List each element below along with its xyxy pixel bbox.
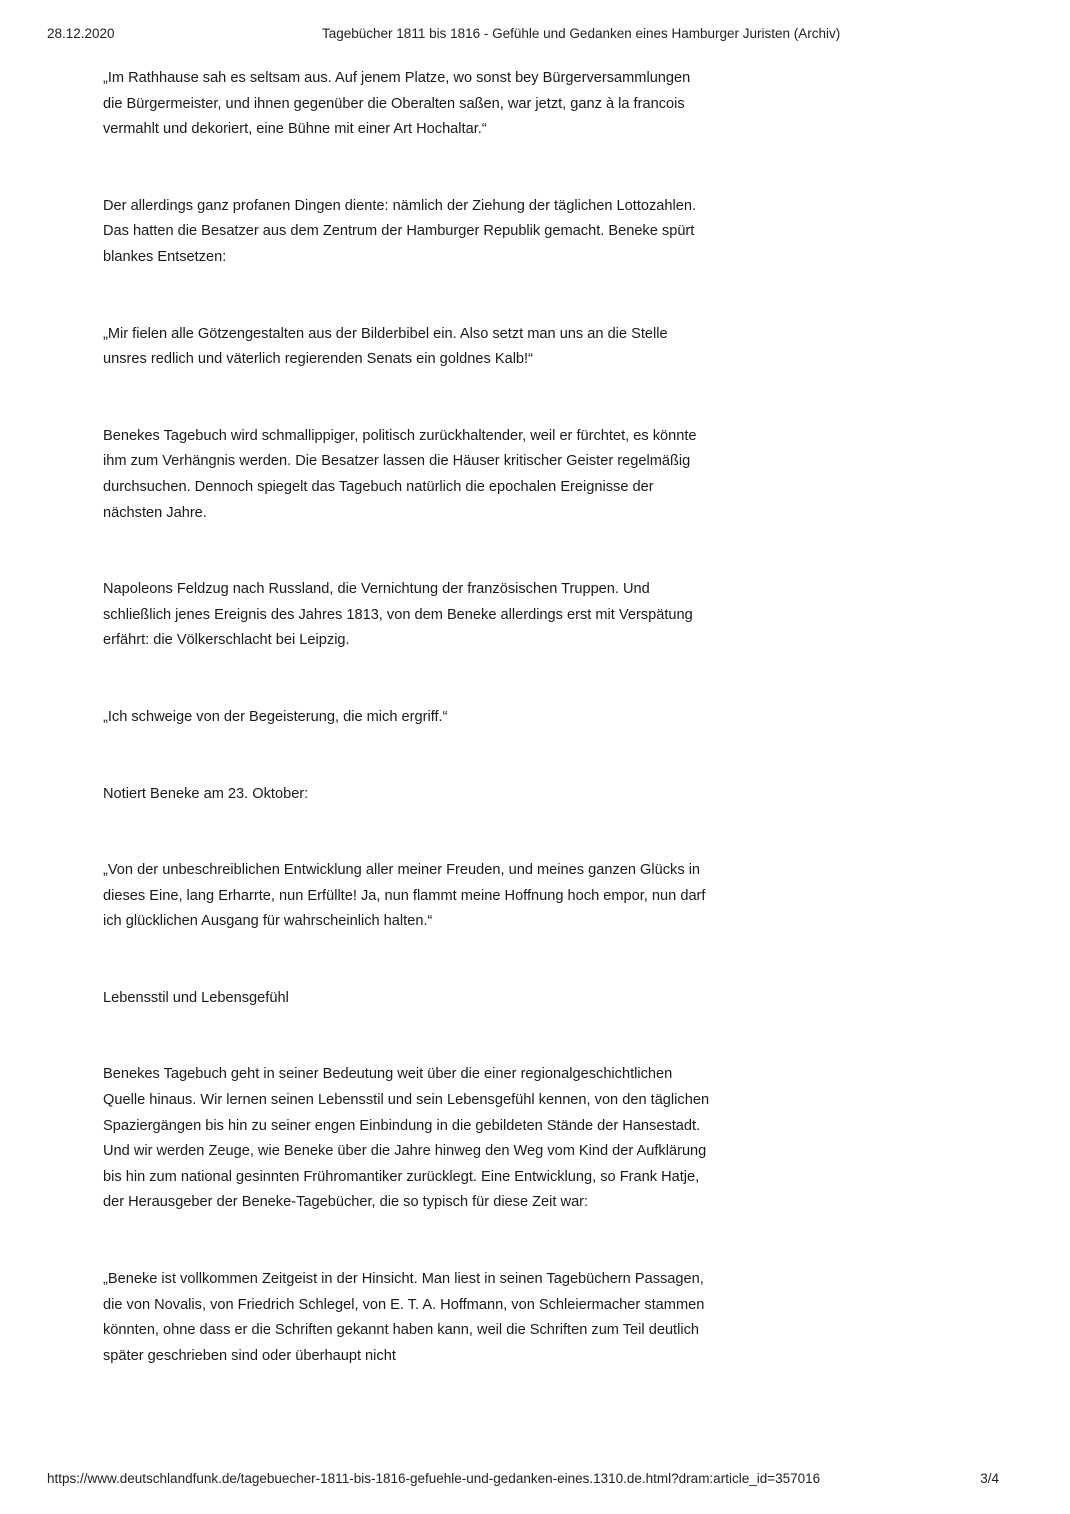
section-heading: Lebensstil und Lebensgefühl xyxy=(103,989,289,1006)
quote-paragraph: „Mir fielen alle Götzengestalten aus der Bilderbibel ein. Also setzt man uns an die Stelle unsres redlich und väterlich regierenden Senats ein goldnes Kalb!“ xyxy=(103,325,668,368)
source-url: https://www.deutschlandfunk.de/tagebuecher-1811-bis-1816-gefuehle-und-gedanken-eines.1310.de.html?dram:article_id=357016 xyxy=(47,1471,821,1486)
print-footer xyxy=(47,1471,1023,1491)
print-date: 28.12.2020 xyxy=(47,26,115,41)
body-paragraph: Der allerdings ganz profanen Dingen diente: nämlich der Ziehung der täglichen Lottozahlen. Das hatten die Besatzer aus dem Zentrum der Hamburger Republik gemacht. Beneke spürt blankes Entsetzen: xyxy=(103,197,697,265)
body-paragraph: Napoleons Feldzug nach Russland, die Vernichtung der französischen Truppen. Und schließlich jenes Ereignis des Jahres 1813, von dem Beneke allerdings erst mit Verspätung erfährt: die Völkerschlacht bei Leipzig. xyxy=(103,581,693,649)
article-body xyxy=(103,66,713,1369)
body-paragraph: Benekes Tagebuch wird schmallippiger, politisch zurückhaltender, weil er fürchtet, es könnte ihm zum Verhängnis werden. Die Besatzer lassen die Häuser kritischer Geister regelmäßig durchsuchen. Dennoch spiegelt das Tagebuch natürlich die epochalen Ereignisse der nächsten Jahre. xyxy=(103,427,697,521)
page-title: Tagebücher 1811 bis 1816 - Gefühle und Gedanken eines Hamburger Juristen (Archiv) xyxy=(322,26,841,41)
quote-paragraph: „Von der unbeschreiblichen Entwicklung aller meiner Freuden, und meines ganzen Glücks in dieses Eine, lang Erharrte, nun Erfüllte! Ja, nun flammt meine Hoffnung hoch empor, nun darf ich glücklichen Ausgang für wahrscheinlich halten.“ xyxy=(103,862,706,930)
quote-paragraph: „Ich schweige von der Begeisterung, die mich ergriff.“ xyxy=(103,708,448,725)
print-header xyxy=(47,26,1023,46)
quote-paragraph: „Beneke ist vollkommen Zeitgeist in der Hinsicht. Man liest in seinen Tagebüchern Passagen, die von Novalis, von Friedrich Schlegel, von E. T. A. Hoffmann, von Schleiermacher stammen könnten, ohne dass er die Schriften gekannt haben kann, weil die Schriften zum Teil deutlich später geschrieben sind oder überhaupt nicht xyxy=(103,1271,705,1364)
body-paragraph: Notiert Beneke am 23. Oktober: xyxy=(103,785,309,802)
body-paragraph: Benekes Tagebuch geht in seiner Bedeutung weit über die einer regionalgeschichtlichen Quelle hinaus. Wir lernen seinen Lebensstil und sein Lebensgefühl kennen, von den täglichen Spaziergängen bis hin zu seiner engen Einbindung in die gebildeten Stände der Hansestadt. Und wir werden Zeuge, wie Beneke über die Jahre hinweg den Weg vom Kind der Aufklärung bis hin zum national gesinnten Frühromantiker zurücklegt. Eine Entwicklung, so Frank Hatje, der Herausgeber der Beneke-Tagebücher, die so typisch für diese Zeit war: xyxy=(103,1066,710,1211)
page-number: 3/4 xyxy=(980,1471,999,1486)
quote-paragraph: „Im Rathhause sah es seltsam aus. Auf jenem Platze, wo sonst bey Bürgerversammlungen die Bürgermeister, und ihnen gegenüber die Oberalten saßen, war jetzt, ganz à la francois vermahlt und dekoriert, eine Bühne mit einer Art Hochaltar.“ xyxy=(103,70,691,138)
